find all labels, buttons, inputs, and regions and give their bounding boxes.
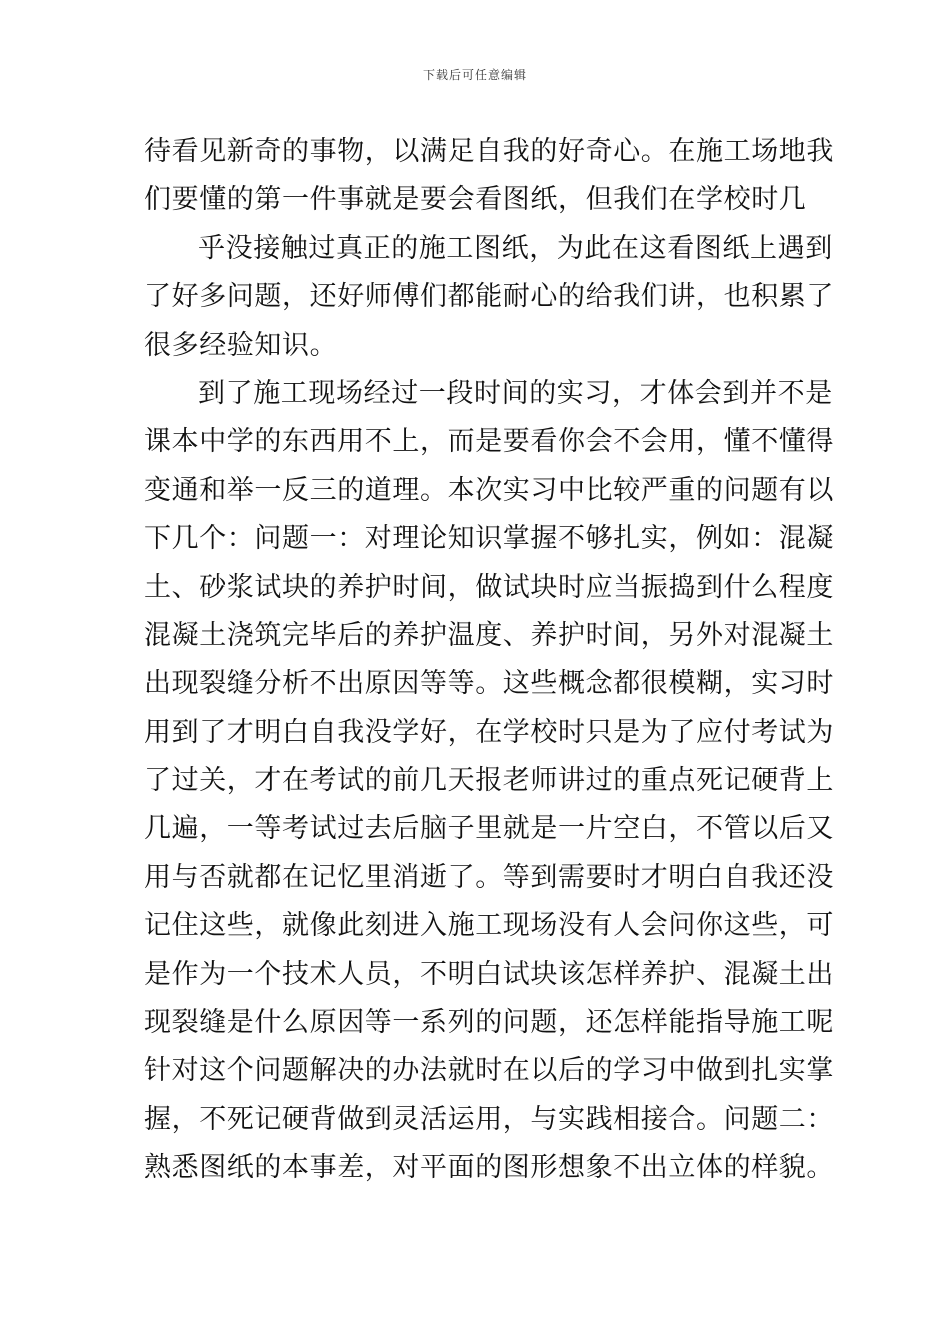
text-line: 到了施工现场经过一段时间的实习，才体会到并不是 <box>198 377 833 409</box>
text-line: 记住这些，就像此刻进入施工现场没有人会问你这些，可 <box>144 910 834 942</box>
text-line: 熟悉图纸的本事差，对平面的图形想象不出立体的样貌。 <box>144 1152 834 1184</box>
text-line: 用到了才明白自我没学好，在学校时只是为了应付考试为 <box>144 716 834 748</box>
body-text <box>144 128 834 1193</box>
page-header: 下载后可任意编辑 <box>422 68 527 82</box>
text-line: 用与否就都在记忆里消逝了。等到需要时才明白自我还没 <box>144 861 834 893</box>
text-line: 握，不死记硬背做到灵活运用，与实践相接合。问题二： <box>144 1103 834 1135</box>
text-line: 们要懂的第一件事就是要会看图纸，但我们在学校时几 <box>144 184 807 216</box>
text-line: 出现裂缝分析不出原因等等。这些概念都很模糊，实习时 <box>144 668 834 700</box>
text-line: 是作为一个技术人员，不明白试块该怎样养护、混凝土出 <box>144 958 834 990</box>
text-line: 很多经验知识。 <box>144 329 338 361</box>
text-line: 土、砂浆试块的养护时间，做试块时应当振捣到什么程度 <box>144 571 834 603</box>
text-line: 现裂缝是什么原因等一系列的问题，还怎样能指导施工呢 <box>144 1007 834 1039</box>
text-line: 了过关，才在考试的前几天报老师讲过的重点死记硬背上 <box>144 765 834 797</box>
text-line: 了好多问题，还好师傅们都能耐心的给我们讲，也积累了 <box>144 281 834 313</box>
text-line: 课本中学的东西用不上，而是要看你会不会用，懂不懂得 <box>144 426 834 458</box>
text-line: 几遍，一等考试过去后脑子里就是一片空白，不管以后又 <box>144 813 834 845</box>
text-line: 混凝土浇筑完毕后的养护温度、养护时间，另外对混凝土 <box>144 619 834 651</box>
text-line: 待看见新奇的事物，以满足自我的好奇心。在施工场地我 <box>144 136 834 167</box>
text-line: 乎没接触过真正的施工图纸，为此在这看图纸上遇到 <box>198 232 833 264</box>
text-line: 下几个：问题一：对理论知识掌握不够扎实，例如：混凝 <box>144 523 834 555</box>
text-line: 变通和举一反三的道理。本次实习中比较严重的问题有以 <box>144 474 834 506</box>
text-line: 针对这个问题解决的办法就时在以后的学习中做到扎实掌 <box>144 1055 834 1087</box>
